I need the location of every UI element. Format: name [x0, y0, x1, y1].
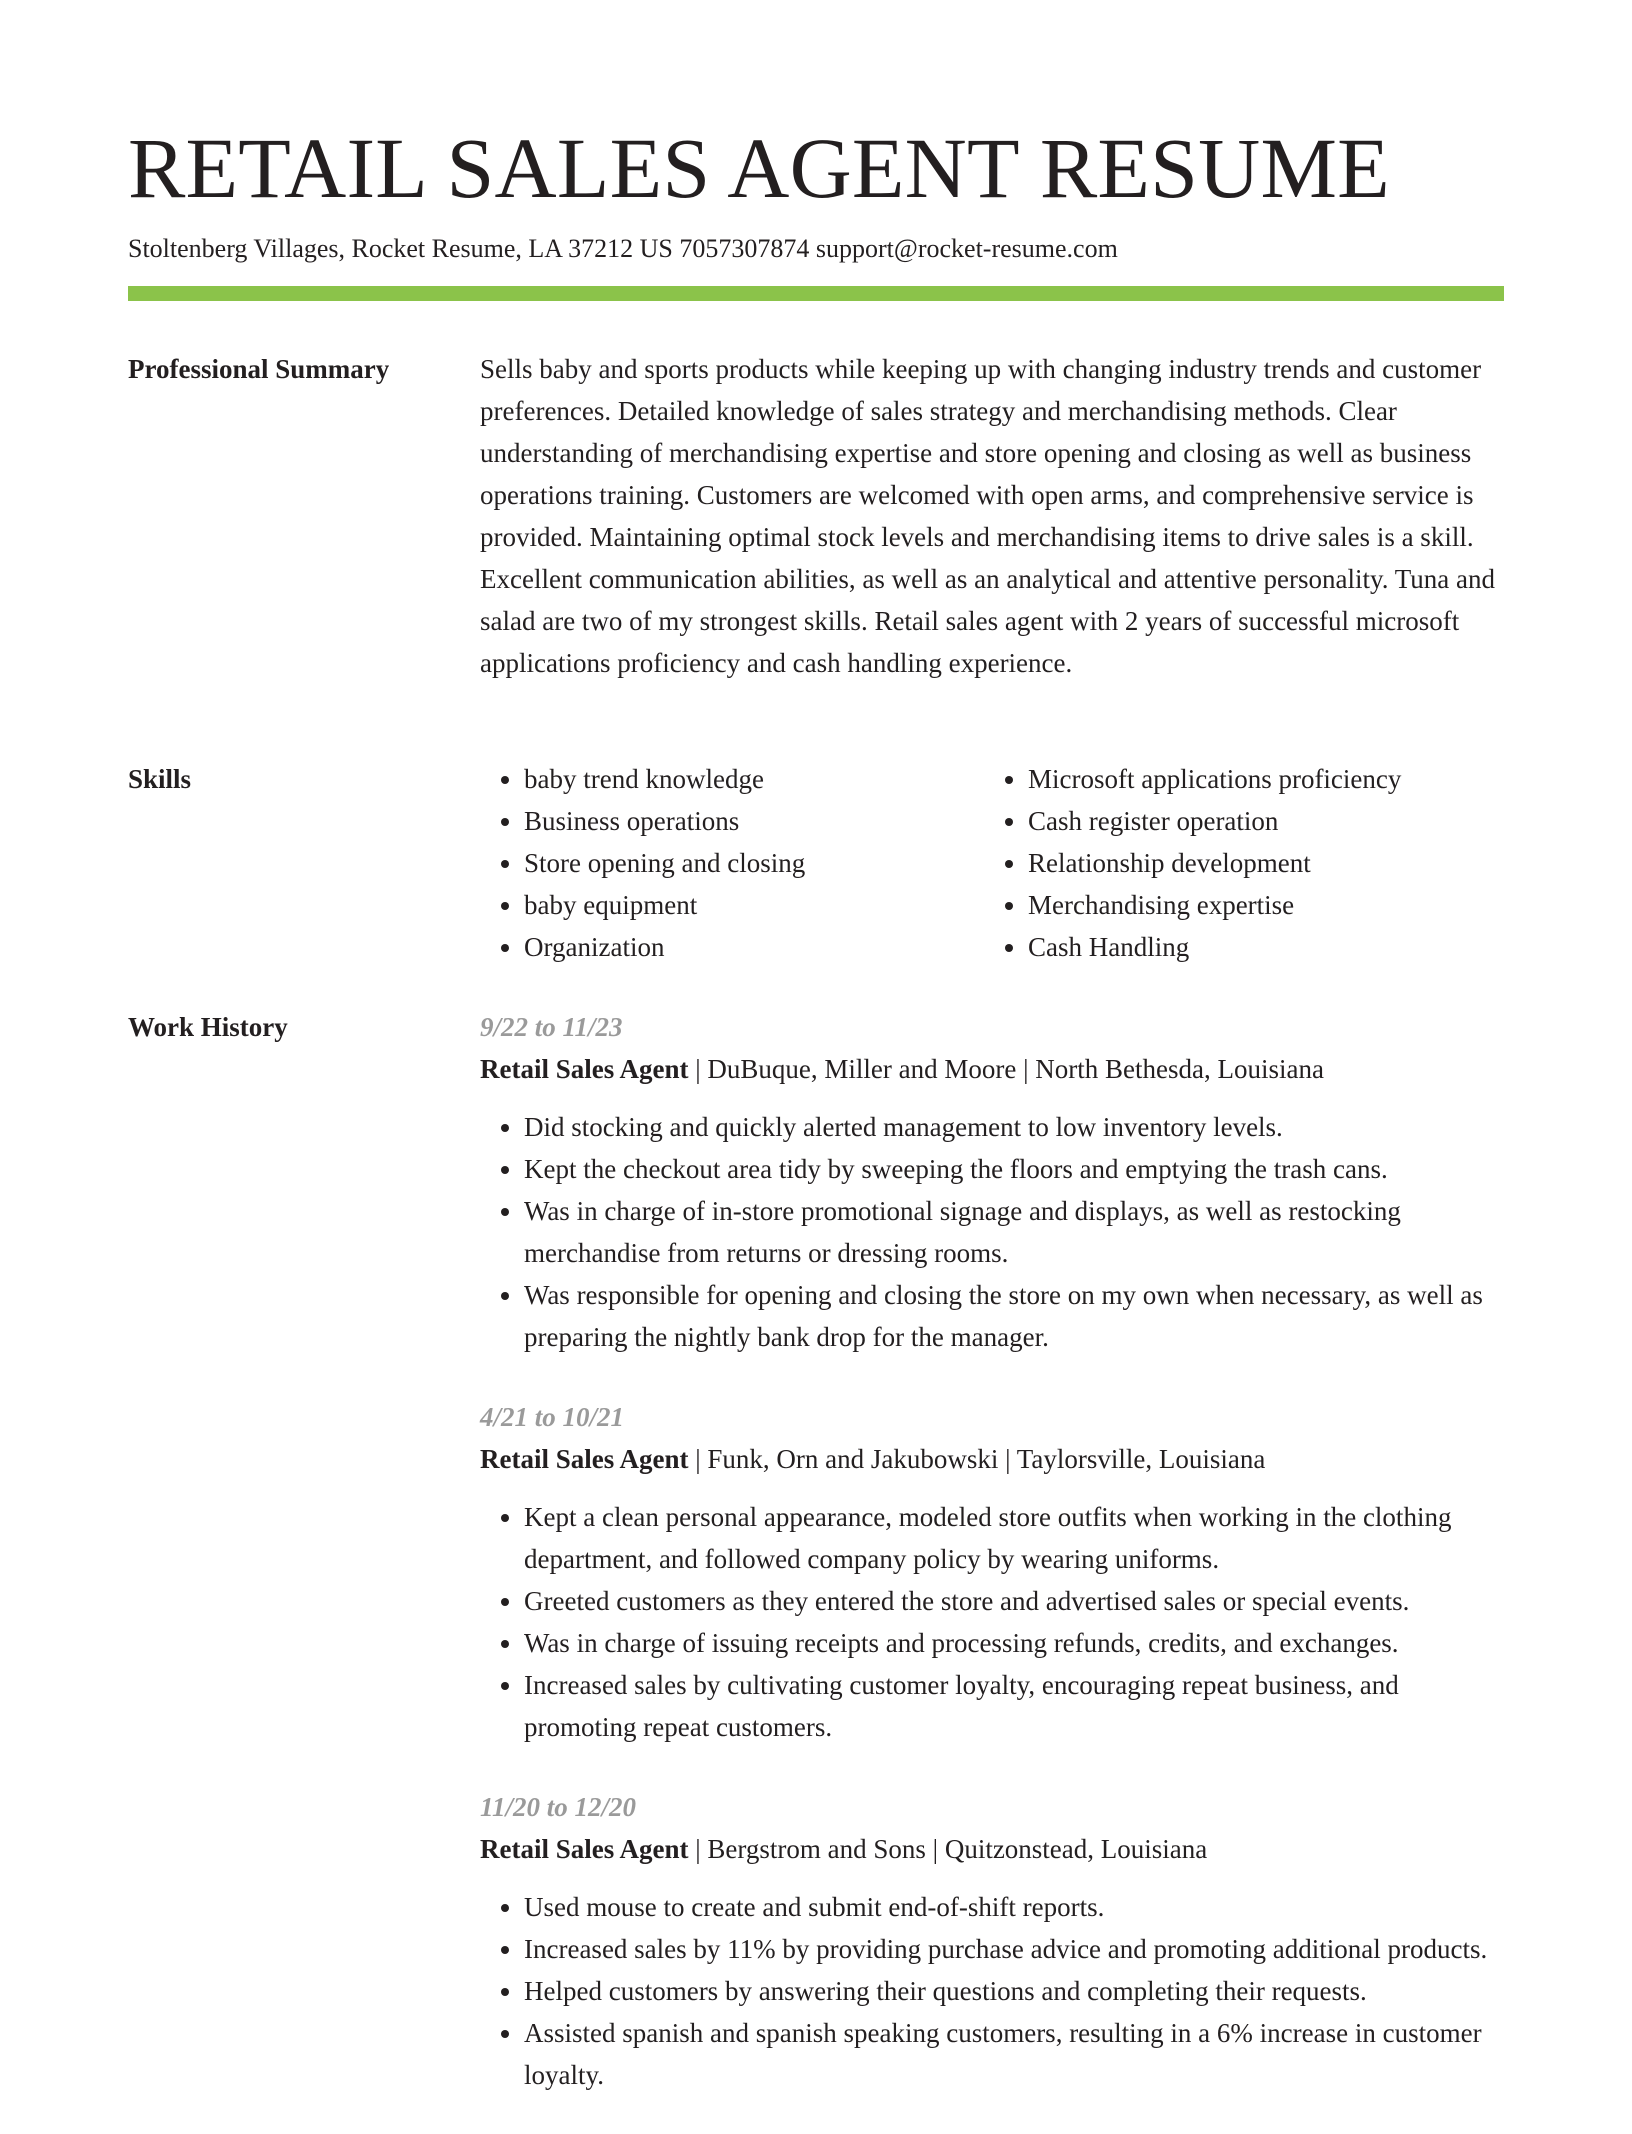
job-bullets [480, 1886, 1504, 2096]
resume-title: RETAIL SALES AGENT RESUME [128, 120, 1390, 216]
summary-text: Sells baby and sports products while keeping up with changing industry trends and customer preferences. Detailed knowledge of sales strategy and merchandising methods. Clear understanding of merchandising expertise and store opening and closing as well as business operations training. Customers are welcomed with open arms, and comprehensive service is provided. Maintaining optimal stock levels and merchandising items to drive sales is a skill. Excellent communication abilities, as well as an analytical and attentive personality. Tuna and salad are two of my strongest skills. Retail sales agent with 2 years of successful microsoft applications proficiency and cash handling experience. [480, 354, 1495, 678]
summary-body [480, 348, 1504, 684]
skills-columns [480, 758, 1504, 968]
skill-item: • Cash Handling [1028, 926, 1548, 968]
job-bullets [480, 1496, 1504, 1748]
job-entry [480, 1006, 1504, 1358]
job-heading [480, 1048, 1504, 1090]
job-bullet: • Was responsible for opening and closing the store on my own when necessary, as well as preparing the nightly bank drop for the manager. [524, 1274, 1504, 1358]
skill-item: • Merchandising expertise [1028, 884, 1548, 926]
job-dates: 4/21 to 10/21 [480, 1402, 625, 1432]
skills-label: Skills [128, 764, 192, 794]
job-bullet: • Was in charge of issuing receipts and processing refunds, credits, and exchanges. [524, 1622, 1504, 1664]
header-divider [128, 286, 1504, 301]
skill-item: • baby trend knowledge [524, 758, 984, 800]
job-bullet: • Helped customers by answering their questions and completing their requests. [524, 1970, 1504, 2012]
job-heading [480, 1438, 1504, 1480]
job-title: Retail Sales Agent [480, 1054, 689, 1084]
job-bullet: • Assisted spanish and spanish speaking customers, resulting in a 6% increase in customer loyalty. [524, 2012, 1504, 2096]
job-bullet: • Was in charge of in-store promotional signage and displays, as well as restocking merchandise from returns or dressing rooms. [524, 1190, 1504, 1274]
job-employer-location: | Funk, Orn and Jakubowski | Taylorsville, Louisiana [688, 1444, 1266, 1474]
job-title: Retail Sales Agent [480, 1444, 689, 1474]
skill-item: • Cash register operation [1028, 800, 1548, 842]
job-employer-location: | Bergstrom and Sons | Quitzonstead, Louisiana [688, 1834, 1208, 1864]
skills-body [480, 758, 1504, 968]
work-history-label: Work History [128, 1012, 288, 1042]
job-entry [480, 1396, 1504, 1748]
skills-list-right [984, 758, 1548, 968]
job-bullet: • Increased sales by 11% by providing purchase advice and promoting additional products. [524, 1928, 1504, 1970]
skill-item: • baby equipment [524, 884, 984, 926]
work-history-body [480, 1006, 1504, 2134]
skill-item: • Microsoft applications proficiency [1028, 758, 1548, 800]
job-heading [480, 1828, 1504, 1870]
summary-label: Professional Summary [128, 354, 390, 384]
job-bullet: • Kept a clean personal appearance, modeled store outfits when working in the clothing department, and followed company policy by wearing uniforms. [524, 1496, 1504, 1580]
skill-item: • Relationship development [1028, 842, 1548, 884]
skills-list-left [480, 758, 984, 968]
job-dates: 11/20 to 12/20 [480, 1792, 637, 1822]
skill-item: • Organization [524, 926, 984, 968]
job-title: Retail Sales Agent [480, 1834, 689, 1864]
contact-line: Stoltenberg Villages, Rocket Resume, LA 37212 US 7057307874 support@rocket-resume.com [128, 234, 1118, 263]
job-dates: 9/22 to 11/23 [480, 1012, 623, 1042]
job-bullet: • Greeted customers as they entered the store and advertised sales or special events. [524, 1580, 1504, 1622]
job-bullet: • Increased sales by cultivating customer loyalty, encouraging repeat business, and promoting repeat customers. [524, 1664, 1504, 1748]
job-bullet: • Did stocking and quickly alerted management to low inventory levels. [524, 1106, 1504, 1148]
skill-item: • Business operations [524, 800, 984, 842]
job-bullet: • Used mouse to create and submit end-of-shift reports. [524, 1886, 1504, 1928]
skill-item: • Store opening and closing [524, 842, 984, 884]
job-employer-location: | DuBuque, Miller and Moore | North Bethesda, Louisiana [688, 1054, 1324, 1084]
job-bullets [480, 1106, 1504, 1358]
job-bullet: • Kept the checkout area tidy by sweeping the floors and emptying the trash cans. [524, 1148, 1504, 1190]
job-entry [480, 1786, 1504, 2096]
